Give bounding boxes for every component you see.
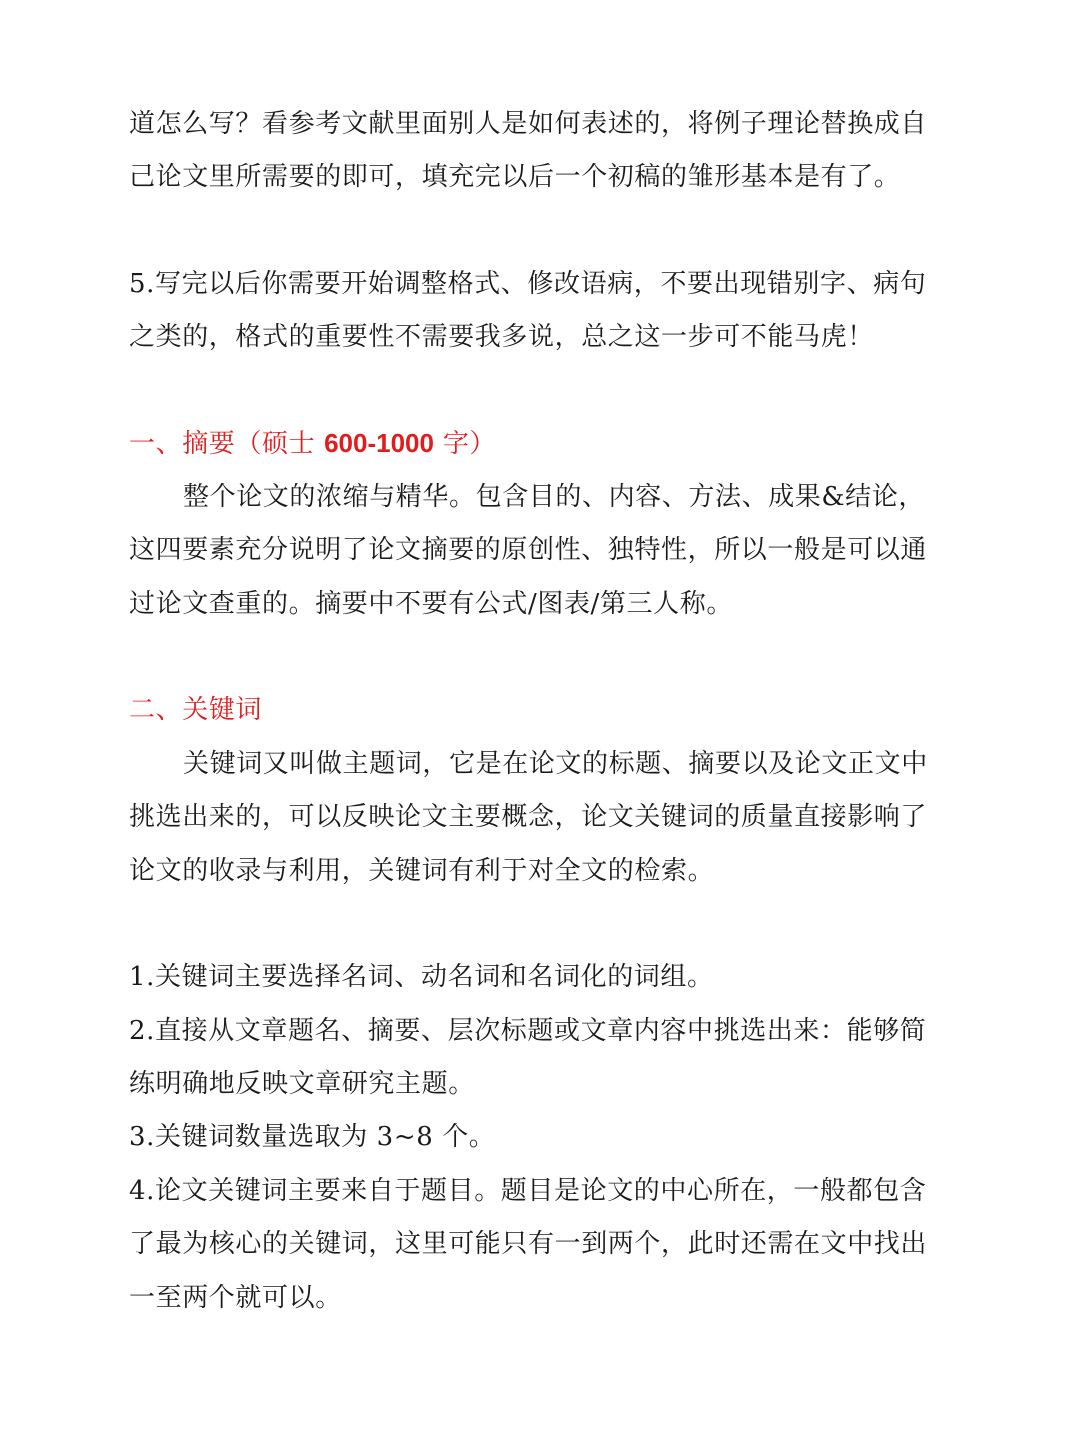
paragraph-line: 己论文里所需要的即可，填充完以后一个初稿的雏形基本是有了。	[129, 162, 901, 192]
keywords-line: 论文的收录与利用，关键词有利于对全文的检索。	[129, 856, 715, 886]
abstract-line: 过论文查重的。摘要中不要有公式/图表/第三人称。	[129, 589, 733, 619]
paragraph-line: 之类的，格式的重要性不需要我多说，总之这一步可不能马虎！	[129, 322, 874, 352]
keywords-line: 关键词又叫做主题词，它是在论文的标题、摘要以及论文正文中	[183, 749, 928, 779]
keywords-list-line: 1.关键词主要选择名词、动名词和名词化的词组。	[129, 962, 714, 992]
keywords-list-line: 一至两个就可以。	[129, 1283, 342, 1313]
keywords-list-line: 2.直接从文章题名、摘要、层次标题或文章内容中挑选出来：能够简	[129, 1016, 927, 1046]
heading-prefix: 一、摘要（硕士	[129, 429, 325, 459]
abstract-line: 整个论文的浓缩与精华。包含目的、内容、方法、成果&结论，	[183, 482, 925, 512]
keywords-list-line: 4.论文关键词主要来自于题目。题目是论文的中心所在，一般都包含	[129, 1176, 927, 1206]
heading-number: 600-1000	[324, 428, 434, 458]
section-heading-abstract	[129, 426, 953, 461]
keywords-line: 挑选出来的，可以反映论文主要概念，论文关键词的质量直接影响了	[129, 802, 928, 832]
keywords-list-line: 了最为核心的关键词，这里可能只有一到两个，此时还需在文中找出	[129, 1229, 928, 1259]
paragraph-line: 道怎么写？看参考文献里面别人是如何表述的，将例子理论替换成自	[129, 109, 928, 139]
paragraph-line: 5.写完以后你需要开始调整格式、修改语病，不要出现错别字、病句	[129, 269, 927, 299]
heading-suffix: 字）	[433, 429, 497, 459]
keywords-list-line: 练明确地反映文章研究主题。	[129, 1069, 475, 1099]
keywords-list-line: 3.关键词数量选取为 3~8 个。	[129, 1122, 496, 1152]
section-heading-keywords: 二、关键词	[129, 695, 263, 725]
abstract-line: 这四要素充分说明了论文摘要的原创性、独特性，所以一般是可以通	[129, 535, 928, 565]
